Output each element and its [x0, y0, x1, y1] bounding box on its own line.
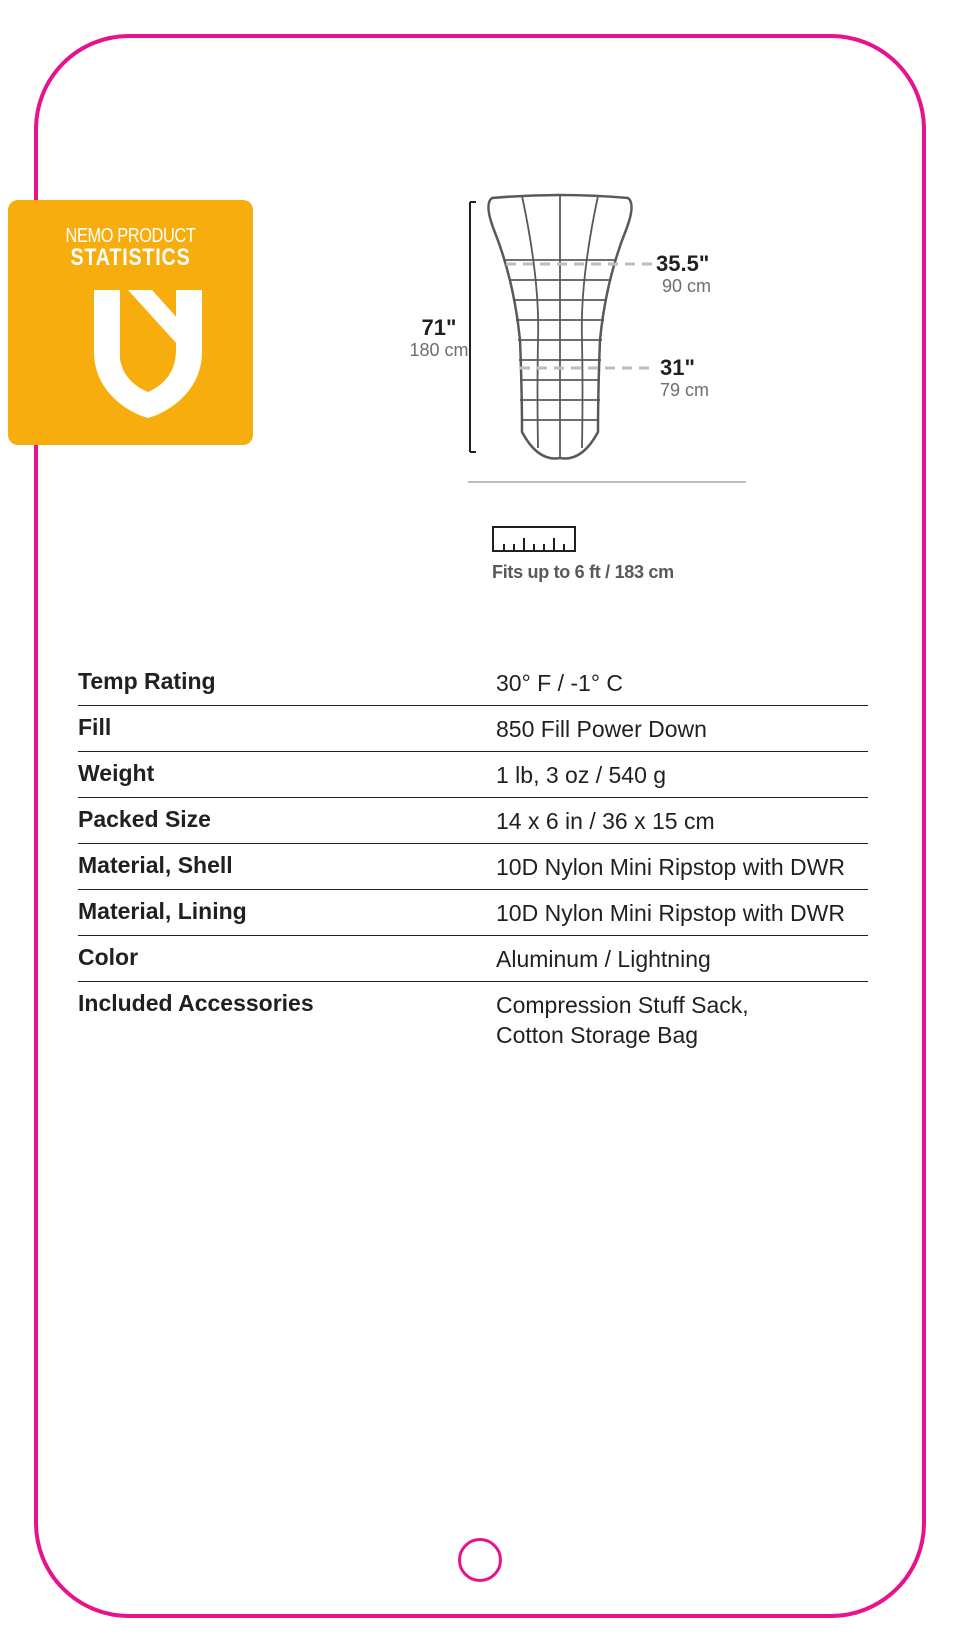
- home-button[interactable]: [458, 1538, 502, 1582]
- spec-label: Fill: [78, 714, 112, 740]
- spec-value: 14 x 6 in / 36 x 15 cm: [496, 808, 715, 834]
- spec-row: [78, 706, 868, 752]
- specs-table: [78, 660, 868, 1052]
- hip-dimension: [660, 356, 724, 400]
- spec-value: 30° F / -1° C: [496, 670, 624, 696]
- spec-value: 10D Nylon Mini Ripstop with DWR: [496, 900, 845, 926]
- spec-label: Included Accessories: [78, 990, 314, 1016]
- spec-label: Weight: [78, 760, 155, 786]
- spec-label: Material, Shell: [78, 852, 233, 878]
- badge-title-line2: STATISTICS: [70, 244, 191, 271]
- spec-label: Temp Rating: [78, 668, 216, 694]
- spec-row: [78, 752, 868, 798]
- length-in: 71": [421, 315, 457, 340]
- spec-row: [78, 982, 868, 1052]
- shoulder-in: 35.5": [656, 251, 710, 276]
- length-dimension: [404, 316, 474, 360]
- nemo-logo-icon: [88, 290, 208, 420]
- spec-label: Color: [78, 944, 139, 970]
- nemo-product-statistics-badge: [8, 200, 253, 445]
- hip-in: 31": [660, 355, 695, 380]
- spec-value: 10D Nylon Mini Ripstop with DWR: [496, 854, 845, 880]
- spec-row: [78, 798, 868, 844]
- spec-label: Material, Lining: [78, 898, 247, 924]
- spec-row: [78, 660, 868, 706]
- length-cm: 180 cm: [409, 340, 469, 360]
- hip-cm: 79 cm: [660, 380, 710, 400]
- spec-value: 1 lb, 3 oz / 540 g: [496, 762, 667, 788]
- spec-row: [78, 844, 868, 890]
- ruler-icon: [492, 526, 576, 552]
- spec-label: Packed Size: [78, 806, 211, 832]
- spec-value: Compression Stuff Sack, Cotton Storage Bag: [496, 992, 749, 1048]
- shoulder-dimension: [656, 252, 720, 296]
- badge-title-line1: NEMO PRODUCT: [65, 225, 196, 247]
- spec-value: Aluminum / Lightning: [496, 946, 711, 972]
- spec-row: [78, 936, 868, 982]
- spec-row: [78, 890, 868, 936]
- shoulder-cm: 90 cm: [662, 276, 712, 296]
- spec-value: 850 Fill Power Down: [496, 716, 707, 742]
- fit-text: Fits up to 6 ft / 183 cm: [492, 562, 674, 582]
